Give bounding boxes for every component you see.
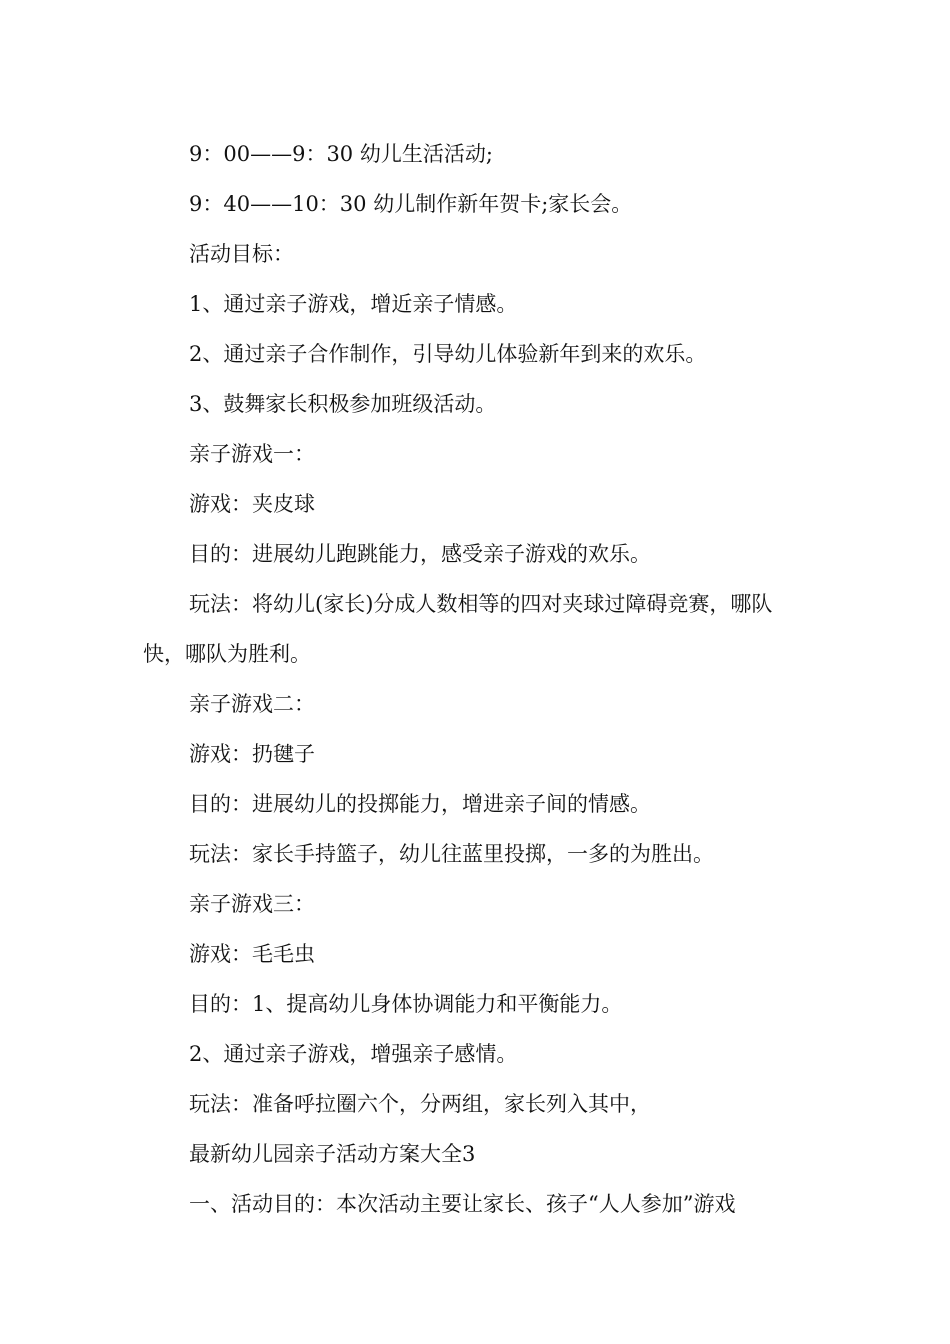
document-body	[143, 129, 808, 1229]
game-2-name: 游戏：扔毽子	[189, 742, 315, 766]
game-3-heading: 亲子游戏三：	[189, 892, 315, 916]
schedule-line-2: 9：40——10：30 幼儿制作新年贺卡;家长会。	[189, 192, 633, 216]
goal-item-1: 1、通过亲子游戏，增近亲子情感。	[189, 292, 518, 316]
game-1-purpose: 目的：进展幼儿跑跳能力，感受亲子游戏的欢乐。	[189, 542, 651, 566]
plan-3-purpose: 一、活动目的：本次活动主要让家长、孩子“人人参加”游戏	[189, 1192, 736, 1216]
goal-item-3: 3、鼓舞家长积极参加班级活动。	[189, 392, 497, 416]
goal-item-2: 2、通过亲子合作制作，引导幼儿体验新年到来的欢乐。	[189, 342, 707, 366]
game-1-name: 游戏：夹皮球	[189, 492, 315, 516]
game-3-purpose-1: 目的：1、提高幼儿身体协调能力和平衡能力。	[189, 992, 623, 1016]
section-heading-goals: 活动目标：	[189, 242, 294, 266]
section-title-plan-3: 最新幼儿园亲子活动方案大全3	[189, 1142, 476, 1166]
game-2-purpose: 目的：进展幼儿的投掷能力，增进亲子间的情感。	[189, 792, 651, 816]
game-1-heading: 亲子游戏一：	[189, 442, 315, 466]
game-3-rules: 玩法：准备呼拉圈六个，分两组，家长列入其中，	[189, 1092, 651, 1116]
game-3-purpose-2: 2、通过亲子游戏，增强亲子感情。	[189, 1042, 518, 1066]
schedule-line-1: 9：00——9：30 幼儿生活活动;	[189, 142, 493, 166]
game-3-name: 游戏：毛毛虫	[189, 942, 315, 966]
game-2-rules: 玩法：家长手持篮子，幼儿往蓝里投掷，一多的为胜出。	[189, 842, 714, 866]
game-2-heading: 亲子游戏二：	[189, 692, 315, 716]
game-1-rules: 玩法：将幼儿(家长)分成人数相等的四对夹球过障碍竞赛，哪队快，哪队为胜利。	[143, 592, 773, 666]
